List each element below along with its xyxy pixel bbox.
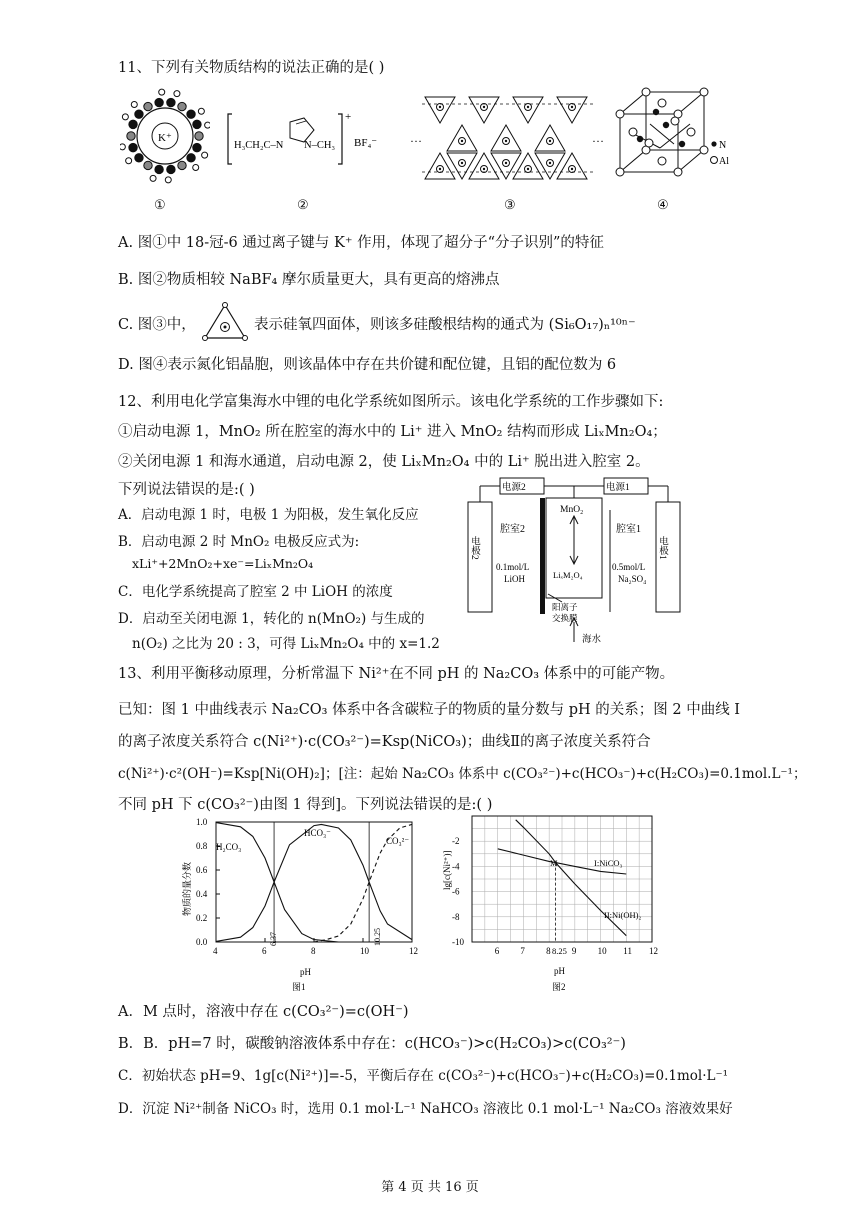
fig3-dots-right: …	[592, 131, 604, 145]
fig1-series-co3-label: CO₃²⁻	[386, 836, 410, 846]
fig2-ethyl: H₃CH₂C–N	[234, 140, 284, 151]
mno2-label: MnO₂	[560, 505, 584, 515]
crown-h-atom	[126, 158, 132, 164]
electrode1-label: 电极1	[657, 536, 667, 560]
crown-h-atom	[165, 177, 171, 183]
q12-step1: ①启动电源 1，MnO₂ 所在腔室的海水中的 Li⁺ 进入 MnO₂ 结构而形成 LiₓMn₂O₄；	[118, 424, 667, 440]
fig-label-3: ③	[504, 198, 516, 213]
fig2-x-tick-label: 11	[623, 946, 632, 956]
q11-option-b: B. 图②物质相较 NaBF₄ 摩尔质量更大，具有更高的熔沸点	[118, 272, 500, 288]
crown-atom	[135, 110, 143, 118]
membrane-label-1: 阳离子	[552, 602, 578, 612]
crown-atom	[167, 98, 175, 106]
legend-n: N	[719, 140, 727, 151]
fig2-x-tick-label: 10	[597, 946, 607, 956]
fig1-x-tick-label: 10	[360, 946, 369, 956]
crown-ether-figure	[120, 84, 210, 194]
fig2-methyl: N–CH₃	[304, 140, 336, 151]
crown-atom	[144, 161, 152, 169]
fig3-dots-left: …	[410, 131, 422, 145]
ionic-liquid-figure	[226, 108, 386, 170]
crown-atom	[135, 154, 143, 162]
fig1-y-tick-label: 0.2	[196, 913, 208, 923]
sol2-conc: 0.1mol/L	[496, 562, 530, 572]
fig2-series-2-label: II:Ni(OH)₂	[604, 910, 642, 920]
si-core	[527, 168, 529, 170]
crown-atom	[195, 132, 203, 140]
fig1-annot-1025: 10.25	[373, 928, 382, 946]
q12-option-a: A．启动电源 1 时，电极 1 为阳极，发生氧化反应	[118, 507, 419, 523]
si-core	[571, 106, 573, 108]
fig1-annot-637: 6.37	[269, 932, 278, 946]
silicate-tetrahedron-icon	[202, 302, 248, 342]
fig1-series-line	[216, 823, 339, 942]
fig2-y-tick-label: -10	[452, 937, 464, 947]
q11-option-d: D. 图④表示氮化铝晶胞，则该晶体中存在共价键和配位键，且铝的配位数为 6	[118, 357, 617, 373]
fig2-ylabel: lg[c(Ni²⁺)]	[442, 850, 452, 890]
fig2-point-m: M	[550, 858, 558, 868]
fig2-charge: +	[345, 111, 352, 123]
sol1-conc: 0.5mol/L	[612, 562, 646, 572]
fig1-x-tick-label: 6	[262, 946, 267, 956]
q11-stem: 11、下列有关物质结构的说法正确的是( )	[118, 60, 385, 76]
membrane-label-2: 交换膜	[552, 613, 578, 623]
crown-atom	[155, 165, 163, 173]
q13-option-b: B．B．pH=7 时，碳酸钠溶液体系中存在：c(HCO₃⁻)>c(H₂CO₃)>c(CO₃²⁻)	[118, 1036, 626, 1052]
q12-ask: 下列说法错误的是:( )	[118, 482, 255, 498]
crown-atom	[187, 110, 195, 118]
q11-option-c: C. 图③中，	[118, 317, 196, 333]
q11-option-a: A. 图①中 18-冠-6 通过离子键与 K⁺ 作用，体现了超分子“分子识别”的特征	[118, 235, 604, 251]
q13-known2: 的离子浓度关系符合 c(Ni²⁺)·c(CO₃²⁻)=Ksp(NiCO₃)；曲线Ⅱ的离子浓度关系符合	[118, 734, 651, 750]
crown-atom	[178, 161, 186, 169]
crown-atom	[127, 132, 135, 140]
fig1-y-tick-label: 0.6	[196, 865, 208, 875]
fig1-title: 图1	[292, 982, 306, 992]
sol1-name: Na₂SO₄	[618, 574, 647, 584]
si-core	[505, 162, 507, 164]
chart-fig2	[438, 808, 666, 998]
fig1-ylabel: 物质的量分数	[182, 861, 192, 916]
fig1-y-tick-label: 0.8	[196, 841, 208, 851]
fig2-annot-825: 8.25	[552, 946, 567, 956]
page-footer: 第 4 页 共 16 页	[381, 1180, 479, 1195]
fig1-y-tick-label: 1.0	[196, 817, 208, 827]
si-core	[527, 106, 529, 108]
chart-fig1	[176, 812, 426, 996]
fig1-xlabel: pH	[300, 967, 311, 977]
silicate-chain-figure	[410, 80, 606, 196]
crown-atom	[187, 154, 195, 162]
fig2-x-tick-label: 6	[494, 946, 500, 956]
fig1-series-line	[216, 824, 412, 941]
fig1-series-h2co3-label: H₂CO₃	[216, 842, 242, 852]
q11-option-c-formula: 表示硅氧四面体，则该多硅酸根结构的通式为 (Si₆O₁₇)ₙ¹⁰ⁿ⁻	[254, 317, 636, 333]
q12-option-c: C．电化学系统提高了腔室 2 中 LiOH 的浓度	[118, 584, 393, 600]
crown-h-atom	[120, 144, 125, 150]
q13-known4: 不同 pH 下 c(CO₃²⁻)由图 1 得到]。下列说法错误的是:( )	[118, 797, 493, 813]
fig1-series-hco3-label: HCO₃⁻	[304, 828, 331, 838]
q13-option-d: D．沉淀 Ni²⁺制备 NiCO₃ 时，选用 0.1 mol·L⁻¹ NaHCO₃ 溶液比 0.1 mol·L⁻¹ Na₂CO₃ 溶液效果好	[118, 1101, 733, 1117]
legend-al: Al	[719, 156, 729, 167]
fig2-title: 图2	[552, 982, 566, 992]
crown-h-atom	[193, 165, 199, 171]
crown-atom	[193, 120, 201, 128]
crown-h-atom	[159, 89, 165, 95]
crown-center-label: K⁺	[158, 132, 172, 144]
electrode2-label: 电极2	[469, 536, 479, 560]
q12-option-b: B．启动电源 2 时 MnO₂ 电极反应式为:	[118, 534, 360, 550]
q13-stem: 13、利用平衡移动原理，分析常温下 Ni²⁺在不同 pH 的 Na₂CO₃ 体系中的可能产物。	[118, 666, 675, 682]
crown-atom	[193, 143, 201, 151]
fig2-y-tick-label: -2	[452, 836, 460, 847]
crown-atom	[144, 102, 152, 110]
crown-h-atom	[122, 114, 128, 120]
q13-option-c: C．初始状态 pH=9、1g[c(Ni²⁺)]=-5，平衡后存在 c(CO₃²⁻)+c(HCO₃⁻)+c(H₂CO₃)=0.1mol·L⁻¹	[118, 1068, 728, 1084]
crown-h-atom	[205, 122, 210, 128]
si-core	[549, 162, 551, 164]
fig2-x-tick-label: 8	[546, 946, 551, 956]
q12-option-d-cont: n(O₂) 之比为 20 : 3，可得 LiₓMn₂O₄ 中的 x=1.2	[132, 636, 440, 652]
si-core	[571, 168, 573, 170]
power2-label: 电源2	[502, 483, 526, 493]
q12-stem: 12、利用电化学富集海水中锂的电化学系统如图所示。该电化学系统的工作步骤如下:	[118, 394, 664, 410]
chamber2-label: 腔室2	[500, 524, 525, 535]
fig2-xlabel: pH	[554, 966, 565, 976]
fig2-x-tick-label: 9	[571, 946, 577, 956]
seawater-label: 海水	[582, 635, 602, 645]
q12-step2: ②关闭电源 1 和海水通道，启动电源 2，使 LiₓMn₂O₄ 中的 Li⁺ 脱出进入腔室 2。	[118, 454, 650, 470]
fig2-anion: BF₄⁻	[354, 137, 378, 149]
q13-known3: c(Ni²⁺)·c²(OH⁻)=Ksp[Ni(OH)₂]；[注：起始 Na₂CO₃ 体系中 c(CO₃²⁻)+c(HCO₃⁻)+c(H₂CO₃)=0.1mol.L⁻¹；	[118, 766, 807, 782]
crown-atom	[129, 120, 137, 128]
fig1-plot-frame	[216, 822, 412, 942]
fig1-x-tick-label: 12	[409, 946, 418, 956]
q13-option-a: A．M 点时，溶液中存在 c(CO₃²⁻)=c(OH⁻)	[118, 1004, 409, 1020]
crown-h-atom	[131, 101, 137, 107]
si-core	[549, 140, 551, 142]
si-core	[483, 106, 485, 108]
q13-known1: 已知：图 1 中曲线表示 Na₂CO₃ 体系中各含碳粒子的物质的量分数与 pH 的关系；图 2 中曲线 I	[118, 702, 741, 718]
fig2-series-1-label: I:NiCO₃	[594, 858, 623, 868]
lixmn-label: LiₓM₂O₄	[553, 570, 583, 580]
fig2-y-tick-label: -8	[452, 911, 460, 922]
sol2-name: LiOH	[504, 574, 525, 584]
q12-option-b-equation: xLi⁺+2MnO₂+xe⁻=LiₓMn₂O₄	[132, 556, 314, 571]
crown-atom	[178, 102, 186, 110]
si-core	[461, 140, 463, 142]
fig-label-1: ①	[154, 198, 166, 213]
crown-h-atom	[174, 91, 180, 97]
crown-atom	[155, 98, 163, 106]
fig2-x-tick-label: 12	[649, 946, 658, 956]
crown-h-atom	[198, 108, 204, 114]
fig1-x-tick-label: 8	[311, 946, 316, 956]
fig2-x-tick-label: 7	[520, 946, 525, 956]
fig1-y-tick-label: 0.4	[196, 889, 208, 899]
crown-atom	[129, 143, 137, 151]
fig1-x-tick-label: 4	[213, 946, 218, 956]
crown-atom	[167, 165, 175, 173]
si-core	[483, 168, 485, 170]
q12-option-d: D．启动至关闭电源 1，转化的 n(MnO₂) 与生成的	[118, 611, 425, 627]
fig2-y-tick-label: -6	[452, 886, 460, 897]
si-core	[505, 140, 507, 142]
power1-label: 电源1	[606, 483, 630, 493]
electrochemical-cell-diagram	[462, 474, 712, 658]
crown-h-atom	[150, 175, 156, 181]
crown-h-atom	[202, 152, 208, 158]
si-core	[439, 106, 441, 108]
si-core	[461, 162, 463, 164]
fig2-y-tick-label: -4	[452, 861, 460, 872]
fig-label-2: ②	[297, 198, 309, 213]
chamber1-label: 腔室1	[616, 524, 641, 535]
fig1-y-tick-label: 0.0	[196, 937, 208, 947]
si-core	[439, 168, 441, 170]
aln-cell-figure	[610, 84, 730, 194]
fig-label-4: ④	[657, 198, 669, 213]
